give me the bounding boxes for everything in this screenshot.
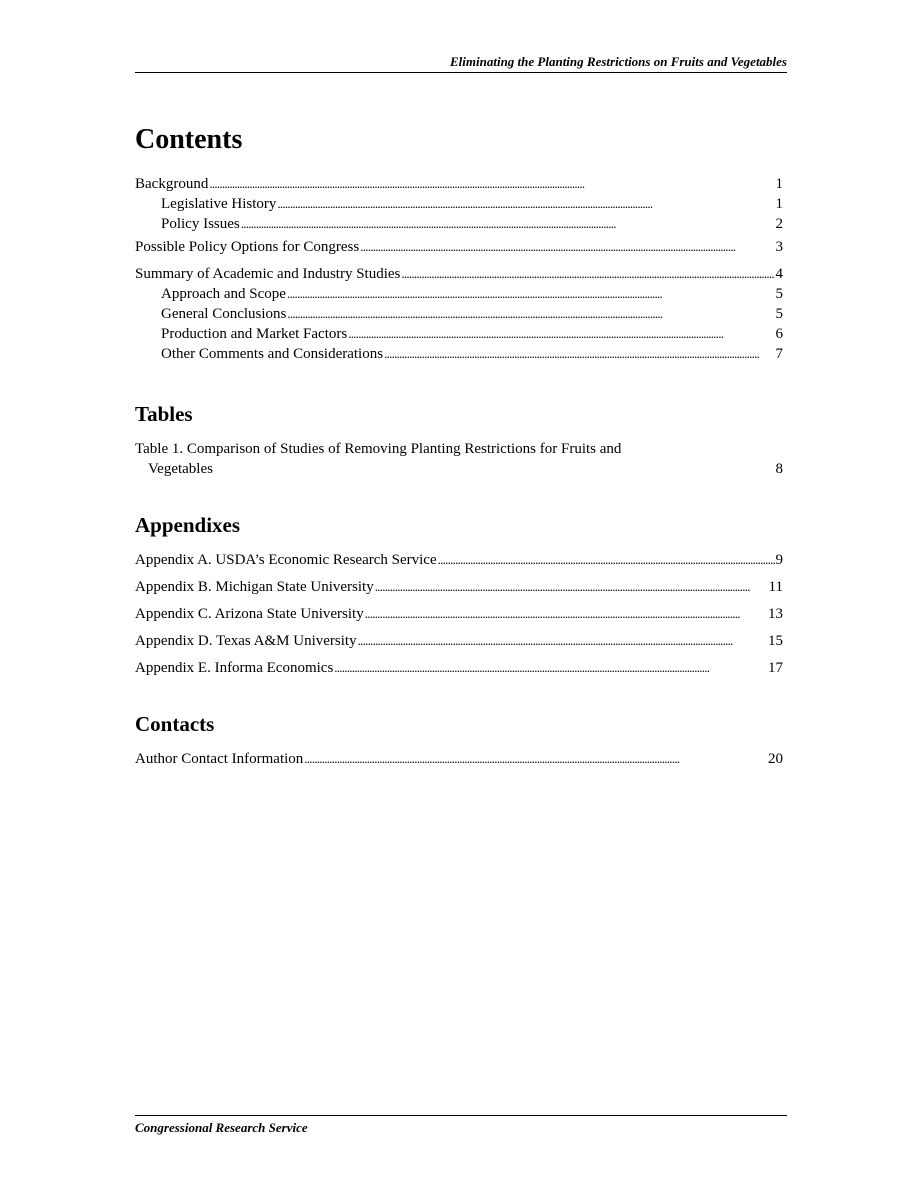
toc-entry-table-1[interactable] (135, 439, 783, 479)
toc-entry-page: 15 (768, 633, 783, 649)
toc-entry-policy-issues[interactable] (135, 214, 783, 234)
contents-list (135, 174, 783, 364)
toc-entry-appendix-a[interactable] (135, 550, 783, 570)
toc-entry-other-comments[interactable] (135, 344, 783, 364)
toc-entry-label: Background (135, 176, 209, 192)
leader-dots (241, 214, 775, 234)
toc-entry-label: Appendix D. Texas A&M University (135, 633, 357, 649)
toc-entry-label: Appendix A. USDA’s Economic Research Service (135, 552, 437, 568)
toc-entry-label: Summary of Academic and Industry Studies (135, 266, 401, 282)
toc-entry-appendix-d[interactable] (135, 631, 783, 651)
running-title: Eliminating the Planting Restrictions on Fruits and Vegetables (450, 54, 787, 69)
leader-dots (384, 344, 774, 364)
contents-heading: Contents (135, 124, 243, 155)
toc-entry-page: 5 (775, 306, 783, 322)
toc-entry-page: 3 (775, 239, 783, 255)
toc-entry-label: Appendix C. Arizona State University (135, 606, 364, 622)
toc-entry-label-continued: Vegetables (148, 461, 213, 477)
leader-dots (334, 658, 767, 678)
leader-dots (401, 264, 774, 284)
appendixes-list (135, 550, 783, 678)
toc-entry-production-market-factors[interactable] (135, 324, 783, 344)
toc-entry-page: 2 (775, 216, 783, 232)
appendixes-heading: Appendixes (135, 513, 241, 537)
toc-entry-page: 20 (768, 751, 783, 767)
toc-entry-label: Legislative History (161, 196, 277, 212)
toc-entry-appendix-b[interactable] (135, 577, 783, 597)
leader-dots (287, 284, 775, 304)
toc-entry-approach-and-scope[interactable] (135, 284, 783, 304)
toc-entry-page: 7 (775, 346, 783, 362)
leader-dots (358, 631, 767, 651)
table-of-contents (135, 120, 783, 769)
toc-entry-page: 17 (768, 660, 783, 676)
toc-entry-page: 13 (768, 606, 783, 622)
toc-entry-label: Possible Policy Options for Congress (135, 239, 360, 255)
leader-dots (360, 237, 774, 257)
leader-dots (348, 324, 774, 344)
toc-entry-label: Production and Market Factors (161, 326, 348, 342)
toc-entry-author-contact[interactable] (135, 749, 783, 769)
leader-dots (209, 174, 774, 194)
leader-dots (375, 577, 768, 597)
running-footer (135, 1115, 787, 1136)
toc-entry-page: 1 (775, 176, 783, 192)
toc-entry-appendix-c[interactable] (135, 604, 783, 624)
running-header (135, 54, 787, 73)
toc-entry-background[interactable] (135, 174, 783, 194)
tables-heading: Tables (135, 402, 193, 426)
toc-entry-general-conclusions[interactable] (135, 304, 783, 324)
toc-entry-page: 4 (775, 266, 783, 282)
toc-entry-label: Appendix B. Michigan State University (135, 579, 374, 595)
toc-entry-label: Table 1. Comparison of Studies of Removing Planting Restrictions for Fruits and (135, 441, 622, 457)
contacts-heading: Contacts (135, 712, 215, 736)
leader-dots (365, 604, 767, 624)
toc-entry-legislative-history[interactable] (135, 194, 783, 214)
toc-entry-policy-options[interactable] (135, 237, 783, 257)
toc-entry-page: 9 (775, 552, 783, 568)
toc-entry-label: General Conclusions (161, 306, 287, 322)
toc-entry-page: 5 (775, 286, 783, 302)
toc-entry-label: Other Comments and Considerations (161, 346, 384, 362)
contacts-list (135, 749, 783, 769)
toc-entry-label: Author Contact Information (135, 751, 304, 767)
toc-entry-summary-of-studies[interactable] (135, 264, 783, 284)
toc-entry-page: 1 (775, 196, 783, 212)
toc-entry-label: Appendix E. Informa Economics (135, 660, 334, 676)
toc-entry-label: Approach and Scope (161, 286, 286, 302)
leader-dots (277, 194, 774, 214)
toc-entry-page: 6 (775, 326, 783, 342)
leader-dots (287, 304, 774, 324)
toc-entry-appendix-e[interactable] (135, 658, 783, 678)
leader-dots (438, 550, 775, 570)
toc-entry-label: Policy Issues (161, 216, 240, 232)
footer-publisher: Congressional Research Service (135, 1120, 308, 1135)
toc-entry-page: 11 (768, 579, 783, 595)
toc-entry-page: 8 (775, 461, 783, 477)
leader-dots (304, 749, 767, 769)
